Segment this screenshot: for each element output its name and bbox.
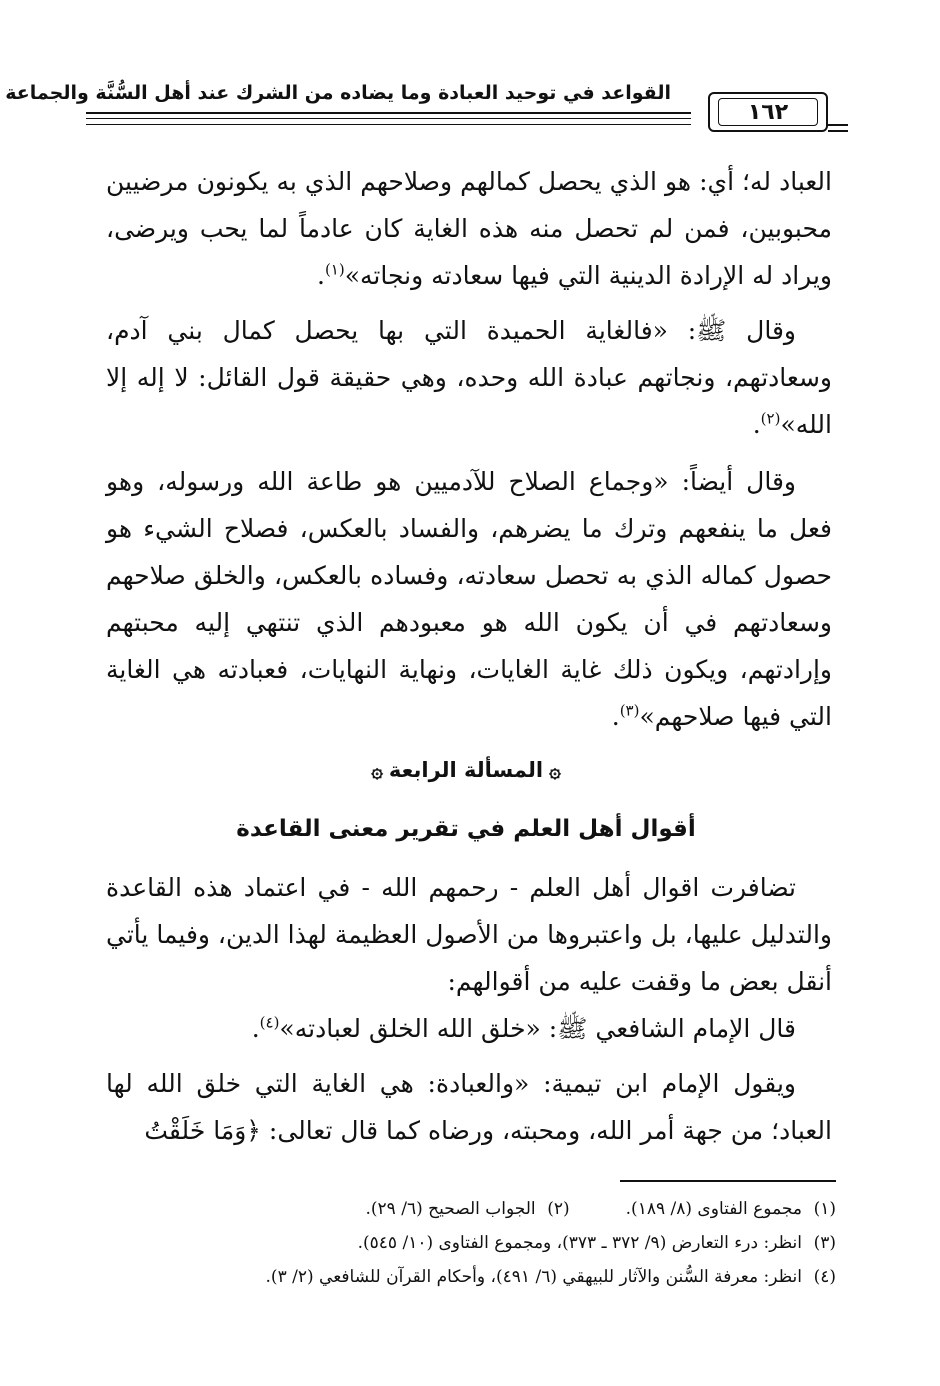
page-number-frame (708, 92, 828, 132)
paragraph: تضافرت اقوال أهل العلم - رحمهم الله - في اعتماد هذه القاعدة والتدليل عليها، بل واعتبروها من الأصول العظيمة لهذا الدين، وفيما يأتي أنقل بعض ما وقفت عليه من أقوالهم: (106, 873, 832, 996)
paragraph: قال الإمام الشافعي ﷺ: «خلق الله الخلق لعبادته»$^{(٤)}$. (251, 1013, 796, 1043)
paragraph: وقال ﷺ: «فالغاية الحميدة التي بها يحصل كمال بني آدم، وسعادتهم، ونجاتهم عبادة الله وحده، وهي حقيقة قول القائل: لا إله إلا الله»$^{(٢)}$. (106, 316, 832, 439)
footnote-ref: (٣) (619, 701, 640, 720)
header-rule (86, 118, 691, 119)
ornament-icon: ۞ (371, 758, 383, 782)
ornament-icon: ۞ (549, 758, 561, 782)
footnote: (٣)انظر: درء التعارض (٩/ ٣٧٢ ـ ٣٧٣)، ومجموع الفتاوى (١٠/ ٥٤٥). (357, 1233, 836, 1253)
footnote-ref: (١) (324, 260, 345, 279)
running-header (5, 78, 846, 138)
footnote: (١)مجموع الفتاوى (٨/ ١٨٩).(٢)الجواب الصحيح (٦/ ٢٩). (365, 1199, 836, 1219)
frame-dash (828, 124, 848, 126)
header-rule (86, 112, 691, 114)
paragraph: العباد له؛ أي: هو الذي يحصل كمالهم وصلاحهم الذي به يكونون مرضيين محبوبين، فمن لم تحصل منه هذه الغاية كان عادماً لما يحب ويرضى، ويراد له الإرادة الدينية التي فيها سعادته ونجاته»$^{(١)}$. (106, 167, 832, 290)
paragraph: ويقول الإمام ابن تيمية: «والعبادة: هي الغاية التي خلق الله لها العباد؛ من جهة أمر الله، ومحبته، ورضاه كما قال تعالى: ﴿وَمَا خَلَقْتُ (106, 1069, 832, 1145)
footnote-separator (620, 1180, 836, 1182)
running-header-title: القواعد في توحيد العبادة وما يضاده من الشرك عند أهل السُّنَّة والجماعة (5, 82, 671, 104)
footnote: (٤)انظر: معرفة السُّنن والآثار للبيهقي (٦/ ٤٩١)، وأحكام القرآن للشافعي (٢/ ٣). (265, 1267, 836, 1287)
section-heading: ۞المسألة الرابعة۞ (371, 758, 561, 782)
paragraph: وقال أيضاً: «وجماع الصلاح للآدميين هو طاعة الله ورسوله، وهو فعل ما ينفعهم وترك ما يضرهم، والفساد بالعكس، فصلاح الشيء هو حصول كماله الذي به تحصل سعادته، وفساده بالعكس، والخلق صلاحهم وسعادتهم في أن يكون الله هو معبودهم الذي تنتهي إليه محبتهم وإرادتهم، ويكون ذلك غاية الغايات، ونهاية النهايات، فعبادته هي الغاية التي فيها صلاحهم»$^{(٣)}$. (106, 467, 832, 731)
body-block-1 (106, 158, 832, 740)
page-number: ١٦٢ (718, 98, 818, 126)
footnotes (96, 1192, 836, 1294)
frame-dash (828, 130, 848, 132)
section-subheading: أقوال أهل العلم في تقرير معنى القاعدة (236, 816, 696, 842)
header-rule (86, 124, 691, 125)
footnote-ref: (٤) (259, 1013, 280, 1032)
footnote-ref: (٢) (760, 409, 781, 428)
body-block-2 (106, 864, 832, 1154)
